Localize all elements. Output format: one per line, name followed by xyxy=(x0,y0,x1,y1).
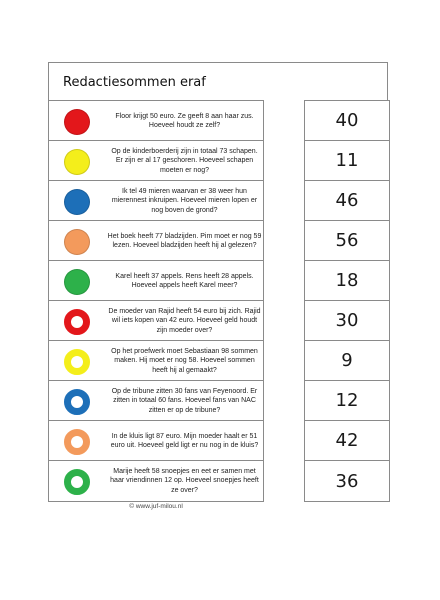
copyright-footer: © www.juf-milou.nl xyxy=(129,503,183,510)
color-circle-icon xyxy=(64,189,90,215)
answer-box: 42 xyxy=(305,421,389,461)
answer-box: 30 xyxy=(305,301,389,341)
question-row xyxy=(49,221,263,261)
question-text: Floor krijgt 50 euro. Ze geeft 8 aan haar zus. Hoeveel houdt ze zelf? xyxy=(115,112,254,129)
color-circle-icon xyxy=(64,109,90,135)
question-text: In de kluis ligt 87 euro. Mijn moeder haalt er 51 euro uit. Hoeveel geld ligt er nu nog in de kluis? xyxy=(110,432,259,449)
answer-box: 36 xyxy=(335,470,359,492)
answer-box: 12 xyxy=(305,381,389,421)
question-row xyxy=(49,461,263,501)
color-circle-icon xyxy=(64,229,90,255)
question-text: Op de kinderboerderij zijn in totaal 73 schapen. Er zijn er al 17 geschoren. Hoeveel schapen moeten er nog? xyxy=(111,148,258,174)
question-row xyxy=(49,301,263,341)
question-row xyxy=(49,181,263,221)
question-row xyxy=(49,141,263,181)
question-row xyxy=(49,381,263,421)
ring-circle-icon xyxy=(64,469,90,495)
answer-box: 18 xyxy=(305,261,389,301)
question-text: Op het proefwerk moet Sebastiaan 98 sommen maken. Hij moet er nog 58. Hoeveel sommen heeft hij al gemaakt? xyxy=(111,348,258,374)
question-text: Karel heeft 37 appels. Rens heeft 28 appels. Hoeveel appels heeft Karel meer? xyxy=(115,272,254,289)
question-text: Ik tel 49 mieren waarvan er 38 weer hun mierennest inkruipen. Hoeveel mieren lopen er nog boven de grond? xyxy=(111,188,258,214)
worksheet-header xyxy=(48,62,388,100)
answers-column xyxy=(304,100,390,502)
ring-circle-icon xyxy=(64,309,90,335)
answer-box: 40 xyxy=(305,101,389,141)
question-row xyxy=(49,421,263,461)
ring-circle-icon xyxy=(64,429,90,455)
questions-column xyxy=(48,100,264,502)
question-text: Het boek heeft 77 bladzijden. Pim moet er nog 59 lezen. Hoeveel bladzijden heeft hij al gelezen? xyxy=(107,232,262,249)
question-row xyxy=(49,101,263,141)
question-text: Marije heeft 58 snoepjes en eet er samen met haar vriendinnen 12 op. Hoeveel snoepjes heeft ze over? xyxy=(110,468,259,494)
color-circle-icon xyxy=(64,149,90,175)
answer-box: 11 xyxy=(305,141,389,181)
ring-circle-icon xyxy=(64,389,90,415)
color-circle-icon xyxy=(64,269,90,295)
answer-box: 46 xyxy=(305,181,389,221)
answer-box: 56 xyxy=(305,221,389,261)
question-text: Op de tribune zitten 30 fans van Feyenoord. Er zitten in totaal 60 fans. Hoeveel fans van NAC zitten er op de tribune? xyxy=(111,388,258,414)
answer-box: 9 xyxy=(305,341,389,381)
page-title: Redactiesommen eraf xyxy=(63,75,206,90)
question-text: De moeder van Rajid heeft 54 euro bij zich. Rajid wil iets kopen van 42 euro. Hoeveel geld houdt zijn moeder over? xyxy=(108,308,261,334)
question-row xyxy=(49,341,263,381)
ring-circle-icon xyxy=(64,349,90,375)
question-row xyxy=(49,261,263,301)
